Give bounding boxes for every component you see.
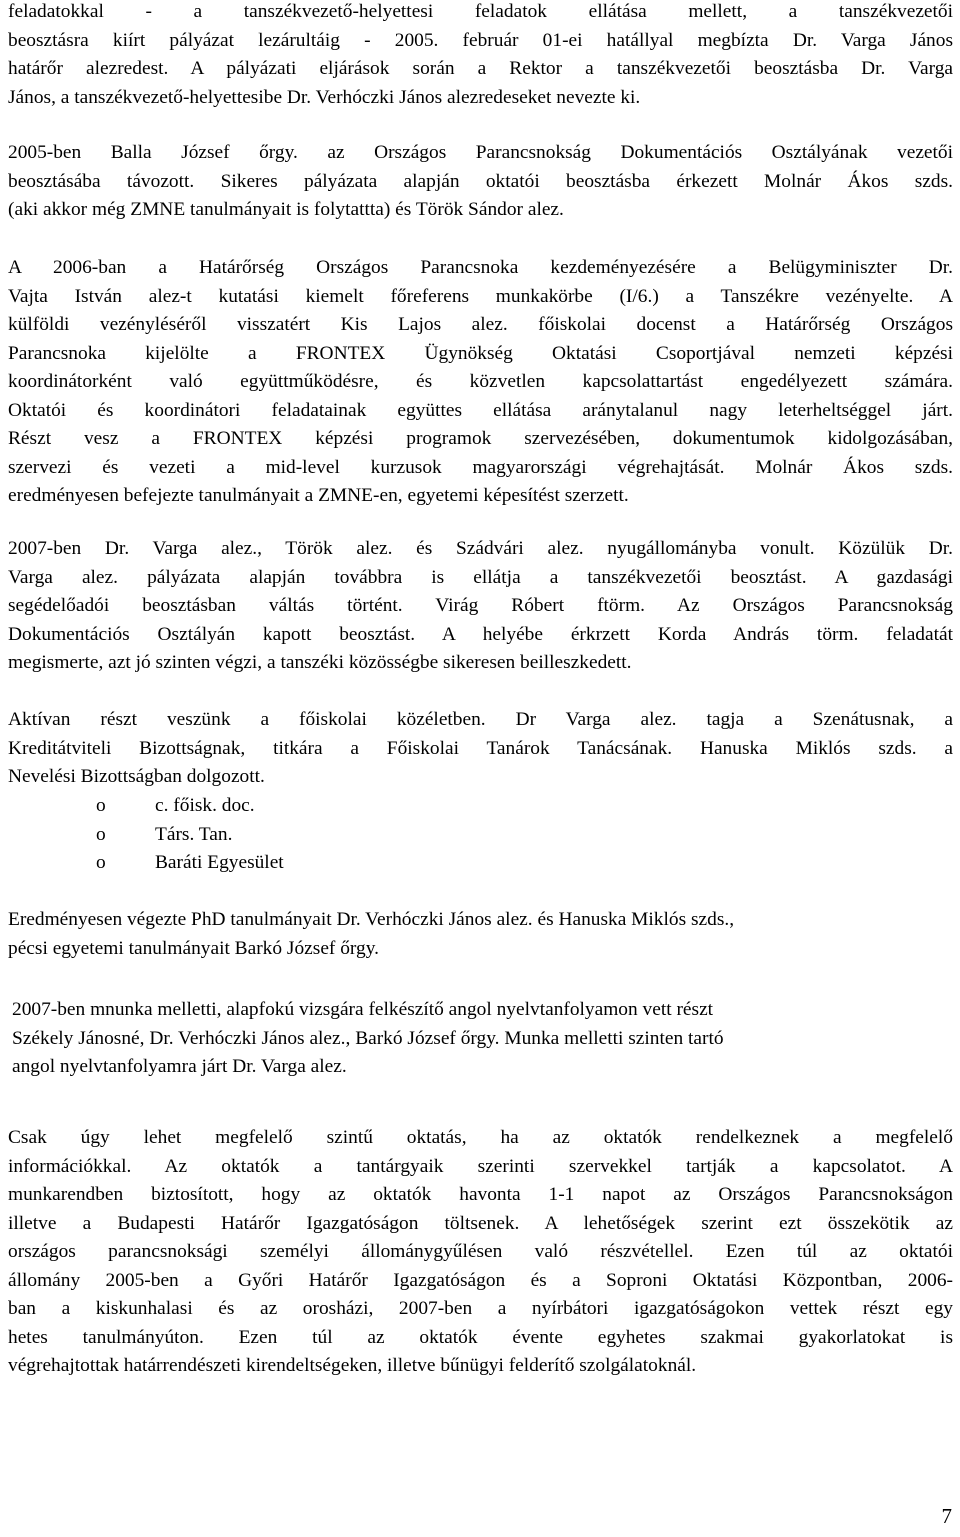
text-line: segédelőadói beosztásban váltás történt. Virág Róbert ftörm. Az Országos Parancsnokság bbox=[8, 595, 953, 616]
text-line: Oktatói és koordinátori feladatainak együttes ellátása aránytalanul nagy leterheltséggel járt. bbox=[8, 399, 953, 421]
membership-list bbox=[96, 792, 284, 878]
text-line: 2007-ben mnunka melletti, alapfokú vizsgára felkészítő angol nyelvtanfolyamon vett részt bbox=[12, 999, 714, 1020]
text-line: Részt vesz a FRONTEX képzési programok szervezésében, dokumentumok kidolgozásában, bbox=[8, 428, 953, 449]
text-line: végrehajtottak határrendészeti kirendeltségeken, illetve bűnügyi felderítő szolgálatoknál. bbox=[8, 1355, 697, 1376]
text-line: A 2006-ban a Határőrség Országos Parancsnoka kezdeményezésére a Belügyminiszter Dr. bbox=[8, 257, 953, 278]
text-line: Aktívan részt veszünk a főiskolai közéletben. Dr Varga alez. tagja a Szenátusnak, a bbox=[8, 709, 953, 730]
text-line: állomány 2005-ben a Győri Határőr Igazgatóságon és a Soproni Oktatási Központban, 2006- bbox=[8, 1269, 953, 1291]
text-line: 2005-ben Balla József őrgy. az Országos Parancsnokság Dokumentációs Osztályának vezetői bbox=[8, 142, 953, 163]
text-line: Kreditátviteli Bizottságnak, titkára a Főiskolai Tanárok Tanácsának. Hanuska Miklós szds. a bbox=[8, 737, 953, 759]
text-line: János, a tanszékvezető-helyettesibe Dr. Verhóczki János alezredeseket nevezte ki. bbox=[8, 86, 641, 108]
list-item-text: c. főisk. doc. bbox=[155, 795, 255, 816]
list-item bbox=[96, 792, 284, 821]
paragraph-language-course bbox=[12, 996, 942, 1082]
text-line: Eredményesen végezte PhD tanulmányait Dr. Verhóczki János alez. és Hanuska Miklós szds., bbox=[8, 909, 735, 930]
bullet-marker: o bbox=[96, 823, 106, 845]
paragraph-2007 bbox=[8, 535, 953, 678]
list-item bbox=[96, 821, 284, 850]
text-line: eredményesen befejezte tanulmányait a ZMNE-en, egyetemi képesítést szerzett. bbox=[8, 485, 629, 506]
list-item bbox=[96, 849, 284, 878]
paragraph-appointment bbox=[8, 0, 953, 112]
list-item-text: Társ. Tan. bbox=[155, 823, 233, 845]
list-item-text: Baráti Egyesület bbox=[155, 852, 284, 873]
text-line: 2007-ben Dr. Varga alez., Török alez. és Szádvári alez. nyugállományba vonult. Közülük Dr. bbox=[8, 538, 953, 559]
page-number: 7 bbox=[941, 1504, 952, 1528]
text-line: külföldi vezényléséről visszatért Kis Lajos alez. főiskolai docenst a Határőrség Országos bbox=[8, 314, 953, 335]
text-line: megismerte, azt jó szinten végzi, a tanszéki közösségbe sikeresen beilleszkedett. bbox=[8, 652, 632, 673]
text-line: pécsi egyetemi tanulmányait Barkó József őrgy. bbox=[8, 937, 380, 959]
text-line: beosztásába távozott. Sikeres pályázata alapján oktatói beosztásba érkezett Molnár Ákos szds. bbox=[8, 170, 953, 192]
text-line: információkkal. Az oktatók a tantárgyaik szerinti szervekkel tartják a kapcsolatot. A bbox=[8, 1155, 953, 1177]
text-line: Parancsnoka kijelölte a FRONTEX Ügynökség Oktatási Csoportjával nemzeti képzési bbox=[8, 342, 953, 364]
text-line: illetve a Budapesti Határőr Igazgatóságon töltsenek. A lehetőségek szerint ezt összekötik az bbox=[8, 1212, 953, 1234]
text-line: országos parancsnoksági személyi állománygyűlésen való részvétellel. Ezen túl az oktatói bbox=[8, 1241, 953, 1262]
paragraph-public-life bbox=[8, 706, 953, 792]
text-line: koordinátorként való együttműködésre, és közvetlen kapcsolattartást engedélyezett számára. bbox=[8, 371, 953, 392]
paragraph-training bbox=[8, 1124, 953, 1381]
text-line: beosztásra kiírt pályázat lezárultáig - 2005. február 01-ei hatállyal megbízta Dr. Varga János bbox=[8, 29, 953, 51]
text-line: ban a kiskunhalasi és az orosházi, 2007-ben a nyírbátori igazgatóságokon vettek részt egy bbox=[8, 1298, 953, 1319]
paragraph-2005 bbox=[8, 139, 953, 225]
text-line: hetes tanulmányúton. Ezen túl az oktatók évente egyhetes szakmai gyakorlatokat is bbox=[8, 1326, 953, 1348]
text-line: feladatokkal - a tanszékvezető-helyettesi feladatok ellátása mellett, a tanszékvezetői bbox=[8, 1, 953, 22]
text-line: Nevelési Bizottságban dolgozott. bbox=[8, 766, 265, 787]
text-line: szervezi és vezeti a mid-level kurzusok magyarországi végrehajtását. Molnár Ákos szds. bbox=[8, 456, 953, 478]
text-line: Varga alez. pályázata alapján továbbra is ellátja a tanszékvezetői beosztást. A gazdasági bbox=[8, 566, 953, 588]
text-line: Csak úgy lehet megfelelő szintű oktatás, ha az oktatók rendelkeznek a megfelelő bbox=[8, 1127, 953, 1148]
bullet-marker: o bbox=[96, 795, 106, 816]
text-line: Vajta István alez-t kutatási kiemelt főreferens munkakörbe (I/6.) a Tanszékre vezényelte. A bbox=[8, 285, 953, 307]
bullet-marker: o bbox=[96, 852, 106, 873]
text-line: (aki akkor még ZMNE tanulmányait is folytattta) és Török Sándor alez. bbox=[8, 199, 564, 220]
text-line: Dokumentációs Osztályán kapott beosztást. A helyébe érkrzett Korda András törm. feladatát bbox=[8, 623, 953, 645]
text-line: angol nyelvtanfolyamra járt Dr. Varga alez. bbox=[12, 1056, 347, 1077]
paragraph-2006 bbox=[8, 254, 953, 511]
paragraph-phd bbox=[8, 906, 953, 963]
text-line: határőr alezredest. A pályázati eljárások során a Rektor a tanszékvezetői beosztásba Dr. Varga bbox=[8, 58, 953, 79]
text-line: munkarendben biztosított, hogy az oktatók havonta 1-1 napot az Országos Parancsnokságon bbox=[8, 1184, 953, 1205]
text-line: Székely Jánosné, Dr. Verhóczki János alez., Barkó József őrgy. Munka melletti szinten tartó bbox=[12, 1027, 724, 1049]
